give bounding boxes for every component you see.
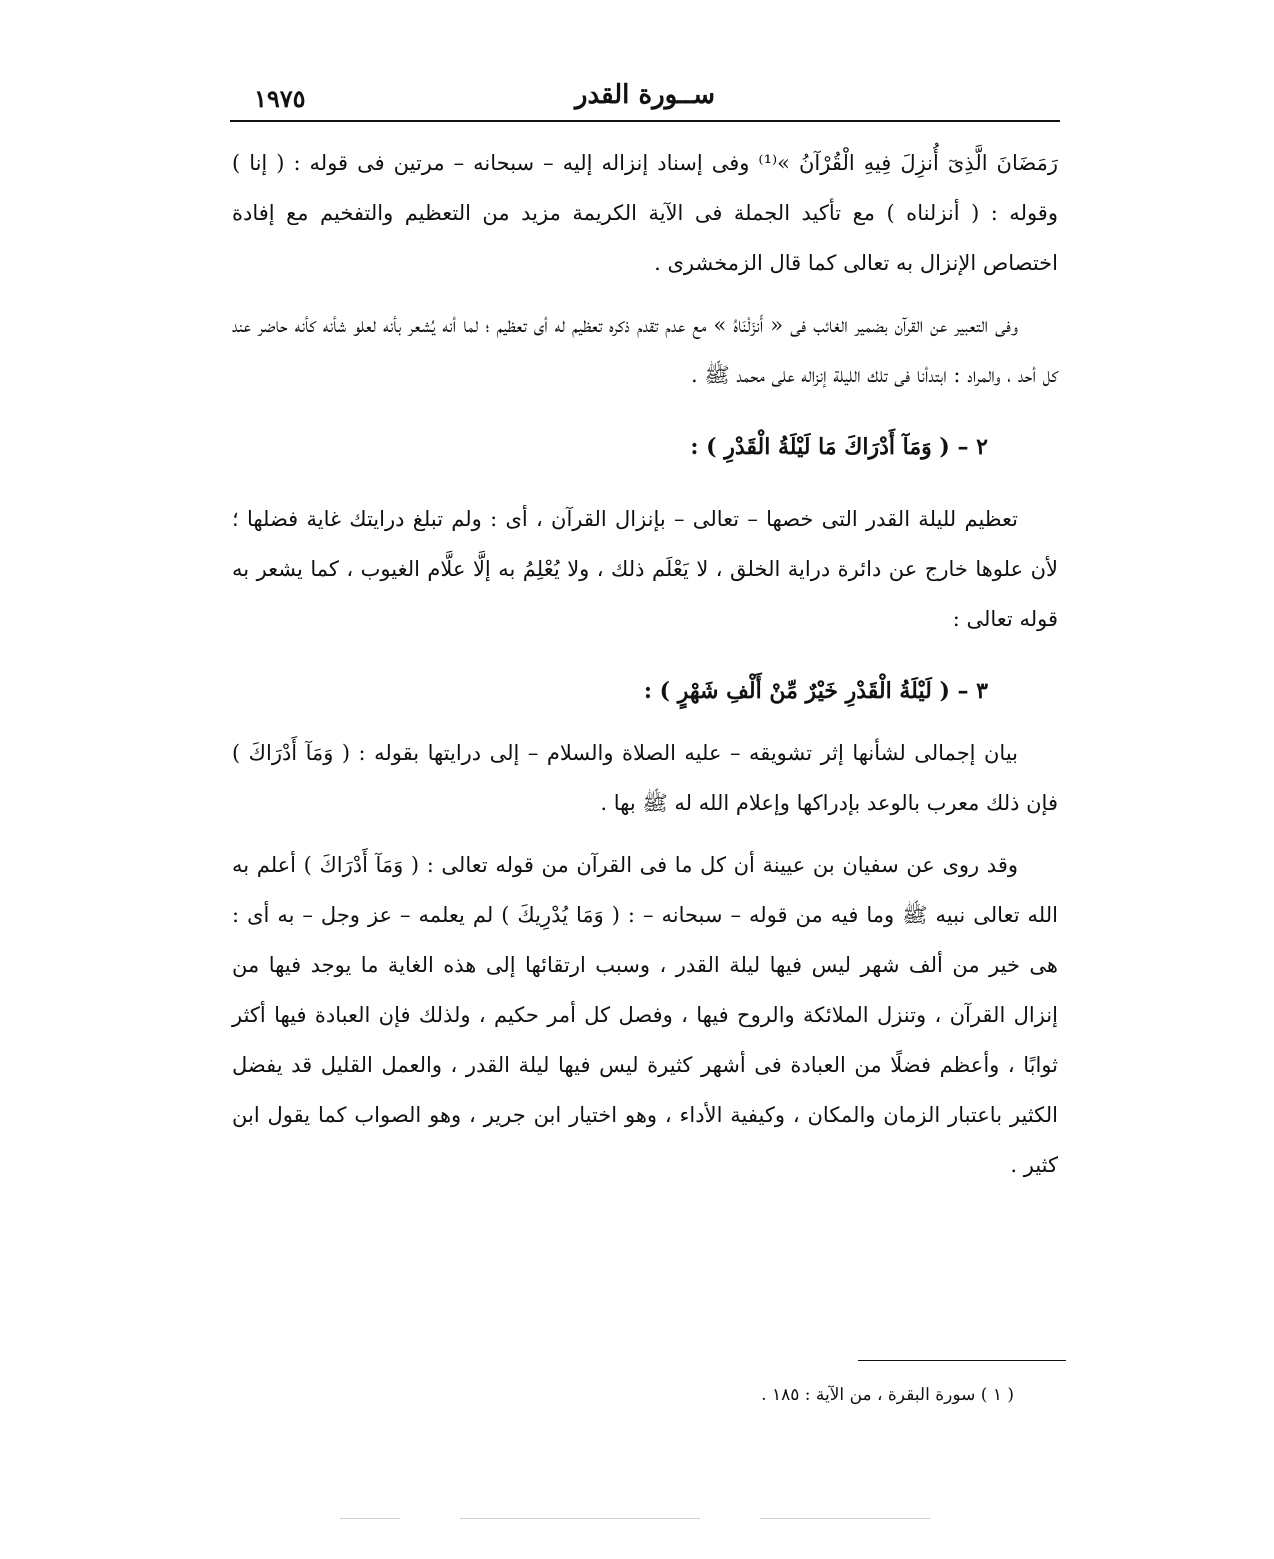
- paragraph-3: تعظيم لليلة القدر التى خصها – تعالى – بإنزال القرآن ، أى : ولم تبلغ درايتك غاية فضلها ؛ لأن علوها خارج عن دائرة دراية الخلق ، لا يَعْلَم ذلك ، ولا يُعْلِمُ به إلَّا علَّام الغيوب ، كما يشعر به قوله تعالى :: [232, 507, 1058, 631]
- main-text: [232, 138, 1058, 1190]
- scan-artifact-line: [760, 1518, 930, 1519]
- paragraph-1: رَمَضَانَ الَّذِىٓ أُنزِلَ فِيهِ الْقُرْآنُ »⁽¹⁾ وفى إسناد إنزاله إليه – سبحانه – مرتين فى قوله : ( إنا ) وقوله : ( أنزلناه ) مع تأكيد الجملة فى الآية الكريمة مزيد من التعظيم والتفخيم مع إفادة اختصاص الإنزال به تعالى كما قال الزمخشرى .: [232, 151, 1058, 275]
- verse-heading-2: ٢ – ( وَمَآ أَدْرَاكَ مَا لَيْلَةُ الْقَدْرِ ) :: [690, 434, 988, 460]
- page-header: [230, 78, 1060, 118]
- paragraph-5: وقد روى عن سفيان بن عيينة أن كل ما فى القرآن من قوله تعالى : ( وَمَآ أَدْرَاكَ ) أعلم به الله تعالى نبيه ﷺ وما فيه من قوله – سبحانه – : ( وَمَا يُدْرِيكَ ) لم يعلمه – عز وجل – به أى : هى خير من ألف شهر ليس فيها ليلة القدر ، وسبب ارتقائها إلى هذه الغاية ما يوجد فيها من إنزال القرآن ، وتنزل الملائكة والروح فيها ، وفصل كل أمر حكيم ، ولذلك فإن العبادة فيها أكثر ثوابًا ، وأعظم فضلًا من العبادة فى أشهر كثيرة ليس فيها ليلة القدر ، والعمل القليل قد يفضل الكثير باعتبار الزمان والمكان ، وكيفية الأداء ، وهو اختيار ابن جرير ، وهو الصواب كما يقول ابن كثير .: [232, 853, 1058, 1177]
- paragraph-gap: [232, 472, 1058, 494]
- verse-heading-3: ٣ – ( لَيْلَةُ الْقَدْرِ خَيْرٌ مِّنْ أَلْفِ شَهْرٍ ) :: [643, 678, 988, 704]
- paragraph-4: بيان إجمالى لشأنها إثر تشويقه – عليه الصلاة والسلام – إلى درايتها بقوله : ( وَمَآ أَدْرَاكَ ) فإن ذلك معرب بالوعد بإدراكها وإعلام الله له ﷺ بها .: [232, 741, 1058, 815]
- footnote: ( ١ ) سورة البقرة ، من الآية : ١٨٥ .: [761, 1385, 1014, 1405]
- paragraph-2: وفى التعبير عن القرآن بضمير الغائب فى « أَنزَلْنَاهُ » مع عدم تقدم ذكره تعظيم له أى تعظيم ؛ لما أنه يُشعر بأنه لعلو شأنه كأنه حاضر عند كل أحد ، والمراد : ابتدأنا فى تلك الليلة إنزاله على محمد ﷺ .: [232, 313, 1058, 387]
- paragraph-gap: [232, 288, 1058, 300]
- running-title: ســورة القدر: [574, 80, 716, 110]
- page-number: ١٩٧٥: [254, 84, 306, 113]
- scan-artifact-line: [340, 1518, 400, 1519]
- paragraph-gap: [232, 828, 1058, 840]
- footnote-rule: [858, 1360, 1066, 1361]
- scan-artifact-line: [460, 1518, 700, 1519]
- paragraph-gap: [232, 644, 1058, 666]
- paragraph-gap: [232, 400, 1058, 422]
- paragraph-gap: [232, 716, 1058, 728]
- header-rule: [230, 120, 1060, 122]
